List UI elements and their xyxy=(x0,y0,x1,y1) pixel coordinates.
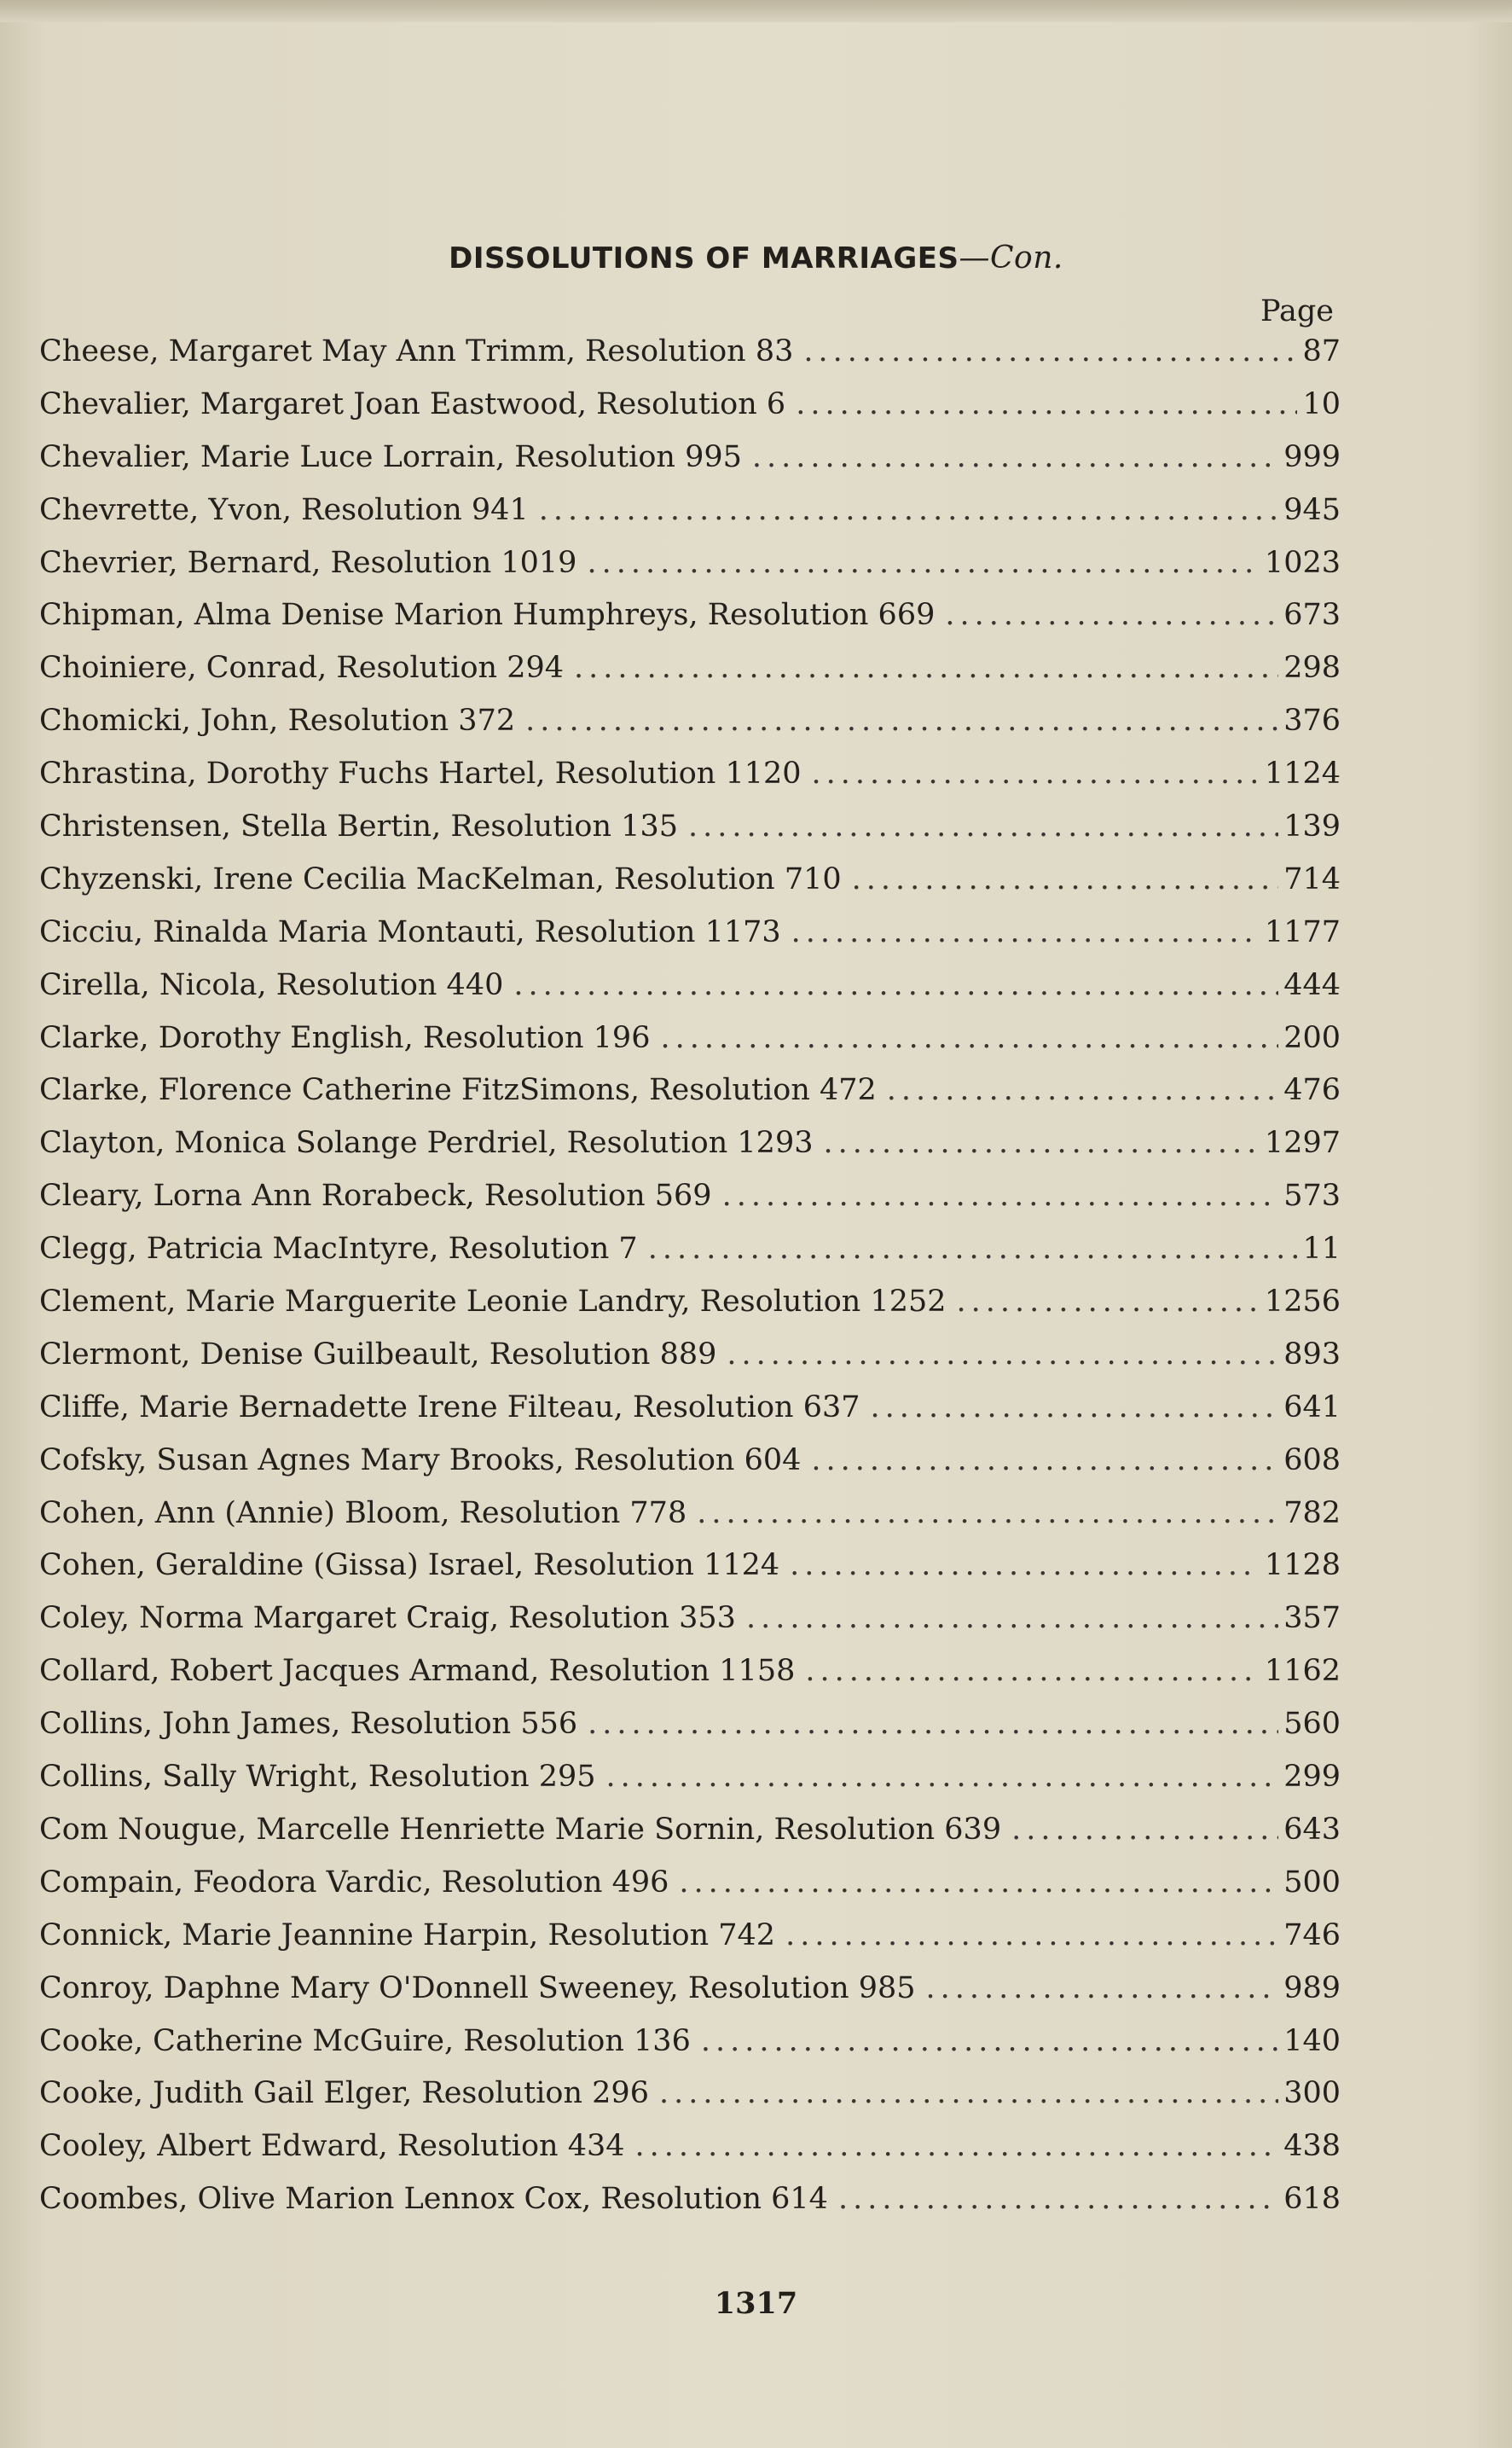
entry-name: Chevalier, Marie Luce Lorrain, Resolution 995 xyxy=(39,439,742,474)
index-entry xyxy=(39,1548,1341,1601)
entry-page: 200 xyxy=(1283,1020,1341,1055)
entry-name: Christensen, Stella Bertin, Resolution 135 xyxy=(39,809,678,844)
entry-name: Cohen, Geraldine (Gissa) Israel, Resolution 1124 xyxy=(39,1548,780,1583)
dot-leader xyxy=(796,387,1297,421)
entry-page: 376 xyxy=(1283,704,1341,739)
entry-page: 573 xyxy=(1283,1179,1341,1214)
dot-leader xyxy=(1011,1813,1278,1847)
index-entry xyxy=(39,1285,1341,1337)
entry-name: Cicciu, Rinalda Maria Montauti, Resolution 1173 xyxy=(39,914,781,949)
entry-page: 87 xyxy=(1302,334,1341,368)
index-entry xyxy=(39,1390,1341,1443)
index-entry xyxy=(39,1601,1341,1654)
entry-name: Clermont, Denise Guilbeault, Resolution 889 xyxy=(39,1337,717,1372)
dot-leader xyxy=(659,2076,1278,2110)
entry-page: 1256 xyxy=(1264,1285,1341,1320)
dot-leader xyxy=(791,915,1260,949)
index-entry xyxy=(39,387,1341,440)
index-entry xyxy=(39,1021,1341,1074)
entry-page: 673 xyxy=(1283,598,1341,633)
entry-name: Collins, John James, Resolution 556 xyxy=(39,1707,578,1742)
index-entry xyxy=(39,440,1341,493)
entry-name: Cirella, Nicola, Resolution 440 xyxy=(39,967,504,1002)
index-entry xyxy=(39,493,1341,546)
dot-leader xyxy=(926,1971,1279,2005)
dot-leader xyxy=(945,598,1278,632)
index-entry xyxy=(39,2129,1341,2182)
index-entry xyxy=(39,2024,1341,2077)
section-title xyxy=(0,241,1512,276)
entry-page: 139 xyxy=(1283,809,1341,844)
index-entry xyxy=(39,2182,1341,2235)
entry-page: 608 xyxy=(1283,1442,1341,1477)
dot-leader xyxy=(513,968,1278,1002)
index-entry xyxy=(39,1760,1341,1813)
entry-page: 560 xyxy=(1283,1707,1341,1742)
entry-name: Compain, Feodora Vardic, Resolution 496 xyxy=(39,1865,669,1900)
index-entry xyxy=(39,2076,1341,2129)
entry-page: 999 xyxy=(1283,439,1341,474)
dot-leader xyxy=(887,1073,1278,1107)
index-entry xyxy=(39,862,1341,915)
index-entry xyxy=(39,968,1341,1021)
entry-page: 299 xyxy=(1283,1760,1341,1795)
index-entry xyxy=(39,1337,1341,1390)
entry-name: Chevrier, Bernard, Resolution 1019 xyxy=(39,545,577,580)
dot-leader xyxy=(539,493,1278,527)
dot-leader xyxy=(746,1601,1278,1635)
entry-page: 300 xyxy=(1283,2076,1341,2111)
entry-name: Cooley, Albert Edward, Resolution 434 xyxy=(39,2129,625,2164)
entry-name: Conroy, Daphne Mary O'Donnell Sweeney, Resolution 985 xyxy=(39,1970,916,2005)
entry-page: 782 xyxy=(1283,1495,1341,1530)
entry-name: Com Nougue, Marcelle Henriette Marie Sornin, Resolution 639 xyxy=(39,1812,1002,1847)
entry-page: 500 xyxy=(1283,1865,1341,1900)
index-entry xyxy=(39,915,1341,968)
entry-page: 1124 xyxy=(1264,757,1341,792)
entry-page: 438 xyxy=(1283,2129,1341,2164)
dot-leader xyxy=(727,1337,1278,1372)
index-entry xyxy=(39,1813,1341,1865)
entry-page: 1297 xyxy=(1264,1126,1341,1161)
entry-page: 989 xyxy=(1283,1970,1341,2005)
dot-leader xyxy=(722,1179,1279,1213)
index-entry xyxy=(39,334,1341,387)
dot-leader xyxy=(957,1285,1260,1319)
entry-name: Coley, Norma Margaret Craig, Resolution 353 xyxy=(39,1601,736,1636)
dot-leader xyxy=(606,1760,1279,1794)
entry-name: Collard, Robert Jacques Armand, Resolution 1158 xyxy=(39,1654,796,1689)
dot-leader xyxy=(805,1654,1260,1688)
entry-name: Collins, Sally Wright, Resolution 295 xyxy=(39,1760,596,1795)
entry-page: 357 xyxy=(1283,1601,1341,1636)
entry-page: 1162 xyxy=(1264,1654,1341,1689)
entry-page: 140 xyxy=(1283,2023,1341,2058)
index-entry xyxy=(39,757,1341,809)
entry-name: Clayton, Monica Solange Perdriel, Resolution 1293 xyxy=(39,1126,814,1161)
index-entry xyxy=(39,1707,1341,1760)
entry-page: 641 xyxy=(1283,1389,1341,1424)
index-entry xyxy=(39,1971,1341,2024)
entry-page: 298 xyxy=(1283,651,1341,686)
dot-leader xyxy=(785,1918,1278,1952)
index-entries xyxy=(39,334,1341,2235)
entry-name: Chevrette, Yvon, Resolution 941 xyxy=(39,492,529,527)
entry-page: 1023 xyxy=(1264,545,1341,580)
index-entry xyxy=(39,1073,1341,1126)
dot-leader xyxy=(679,1865,1278,1900)
index-entry xyxy=(39,546,1341,599)
index-entry xyxy=(39,598,1341,651)
index-entry xyxy=(39,809,1341,862)
page-column-header: Page xyxy=(1260,294,1334,328)
dot-leader xyxy=(574,651,1278,685)
entry-page: 643 xyxy=(1283,1812,1341,1847)
entry-name: Cohen, Ann (Annie) Bloom, Resolution 778 xyxy=(39,1495,687,1530)
dot-leader xyxy=(838,2182,1278,2216)
index-entry xyxy=(39,1654,1341,1707)
index-entry xyxy=(39,1865,1341,1918)
entry-name: Cliffe, Marie Bernadette Irene Filteau, Resolution 637 xyxy=(39,1389,860,1424)
dot-leader xyxy=(697,1496,1278,1530)
page-number: 1317 xyxy=(714,2286,798,2321)
entry-name: Cooke, Catherine McGuire, Resolution 136 xyxy=(39,2023,691,2058)
index-entry xyxy=(39,1918,1341,1971)
entry-name: Cooke, Judith Gail Elger, Resolution 296 xyxy=(39,2076,649,2111)
dot-leader xyxy=(688,809,1278,844)
entry-page: 10 xyxy=(1302,386,1341,421)
entry-name: Clement, Marie Marguerite Leonie Landry, Resolution 1252 xyxy=(39,1285,947,1320)
index-entry xyxy=(39,1232,1341,1285)
entry-page: 945 xyxy=(1283,492,1341,527)
entry-page: 444 xyxy=(1283,967,1341,1002)
index-entry xyxy=(39,1443,1341,1496)
entry-name: Clarke, Dorothy English, Resolution 196 xyxy=(39,1020,651,1055)
section-title-main: DISSOLUTIONS OF MARRIAGES xyxy=(449,241,959,276)
entry-name: Cofsky, Susan Agnes Mary Brooks, Resolution 604 xyxy=(39,1442,802,1477)
entry-page: 1177 xyxy=(1264,914,1341,949)
entry-name: Chipman, Alma Denise Marion Humphreys, Resolution 669 xyxy=(39,598,936,633)
dot-leader xyxy=(701,2024,1278,2058)
entry-name: Chyzenski, Irene Cecilia MacKelman, Resolution 710 xyxy=(39,861,842,896)
index-entry xyxy=(39,1179,1341,1232)
entry-name: Chevalier, Margaret Joan Eastwood, Resolution 6 xyxy=(39,386,786,421)
dot-leader xyxy=(587,546,1259,580)
dot-leader xyxy=(588,1707,1278,1741)
entry-page: 746 xyxy=(1283,1917,1341,1952)
dot-leader xyxy=(871,1390,1279,1424)
dot-leader xyxy=(752,440,1278,474)
dot-leader xyxy=(811,1443,1278,1477)
entry-name: Chomicki, John, Resolution 372 xyxy=(39,704,516,739)
dot-leader xyxy=(803,334,1297,368)
entry-name: Cleary, Lorna Ann Rorabeck, Resolution 569 xyxy=(39,1179,712,1214)
dot-leader xyxy=(525,704,1278,738)
dot-leader xyxy=(660,1021,1278,1055)
dot-leader xyxy=(812,757,1260,791)
entry-name: Cheese, Margaret May Ann Trimm, Resolution 83 xyxy=(39,334,794,368)
section-title-suffix: —Con. xyxy=(959,241,1063,276)
entry-page: 476 xyxy=(1283,1073,1341,1108)
index-entry xyxy=(39,1496,1341,1549)
entry-page: 618 xyxy=(1283,2182,1341,2217)
index-entry xyxy=(39,704,1341,757)
page-top-edge xyxy=(0,0,1512,22)
dot-leader xyxy=(648,1232,1298,1266)
entry-page: 714 xyxy=(1283,861,1341,896)
entry-page: 893 xyxy=(1283,1337,1341,1372)
dot-leader xyxy=(635,2129,1279,2163)
dot-leader xyxy=(852,862,1279,896)
index-entry xyxy=(39,1126,1341,1179)
entry-page: 11 xyxy=(1302,1232,1341,1267)
index-entry xyxy=(39,651,1341,704)
entry-name: Coombes, Olive Marion Lennox Cox, Resolution 614 xyxy=(39,2182,828,2217)
dot-leader xyxy=(790,1548,1260,1582)
dot-leader xyxy=(824,1126,1260,1160)
entry-page: 1128 xyxy=(1264,1548,1341,1583)
entry-name: Chrastina, Dorothy Fuchs Hartel, Resolution 1120 xyxy=(39,757,802,792)
entry-name: Clegg, Patricia MacIntyre, Resolution 7 xyxy=(39,1232,638,1267)
entry-name: Connick, Marie Jeannine Harpin, Resolution 742 xyxy=(39,1917,776,1952)
entry-name: Clarke, Florence Catherine FitzSimons, Resolution 472 xyxy=(39,1073,877,1108)
entry-name: Choiniere, Conrad, Resolution 294 xyxy=(39,651,565,686)
